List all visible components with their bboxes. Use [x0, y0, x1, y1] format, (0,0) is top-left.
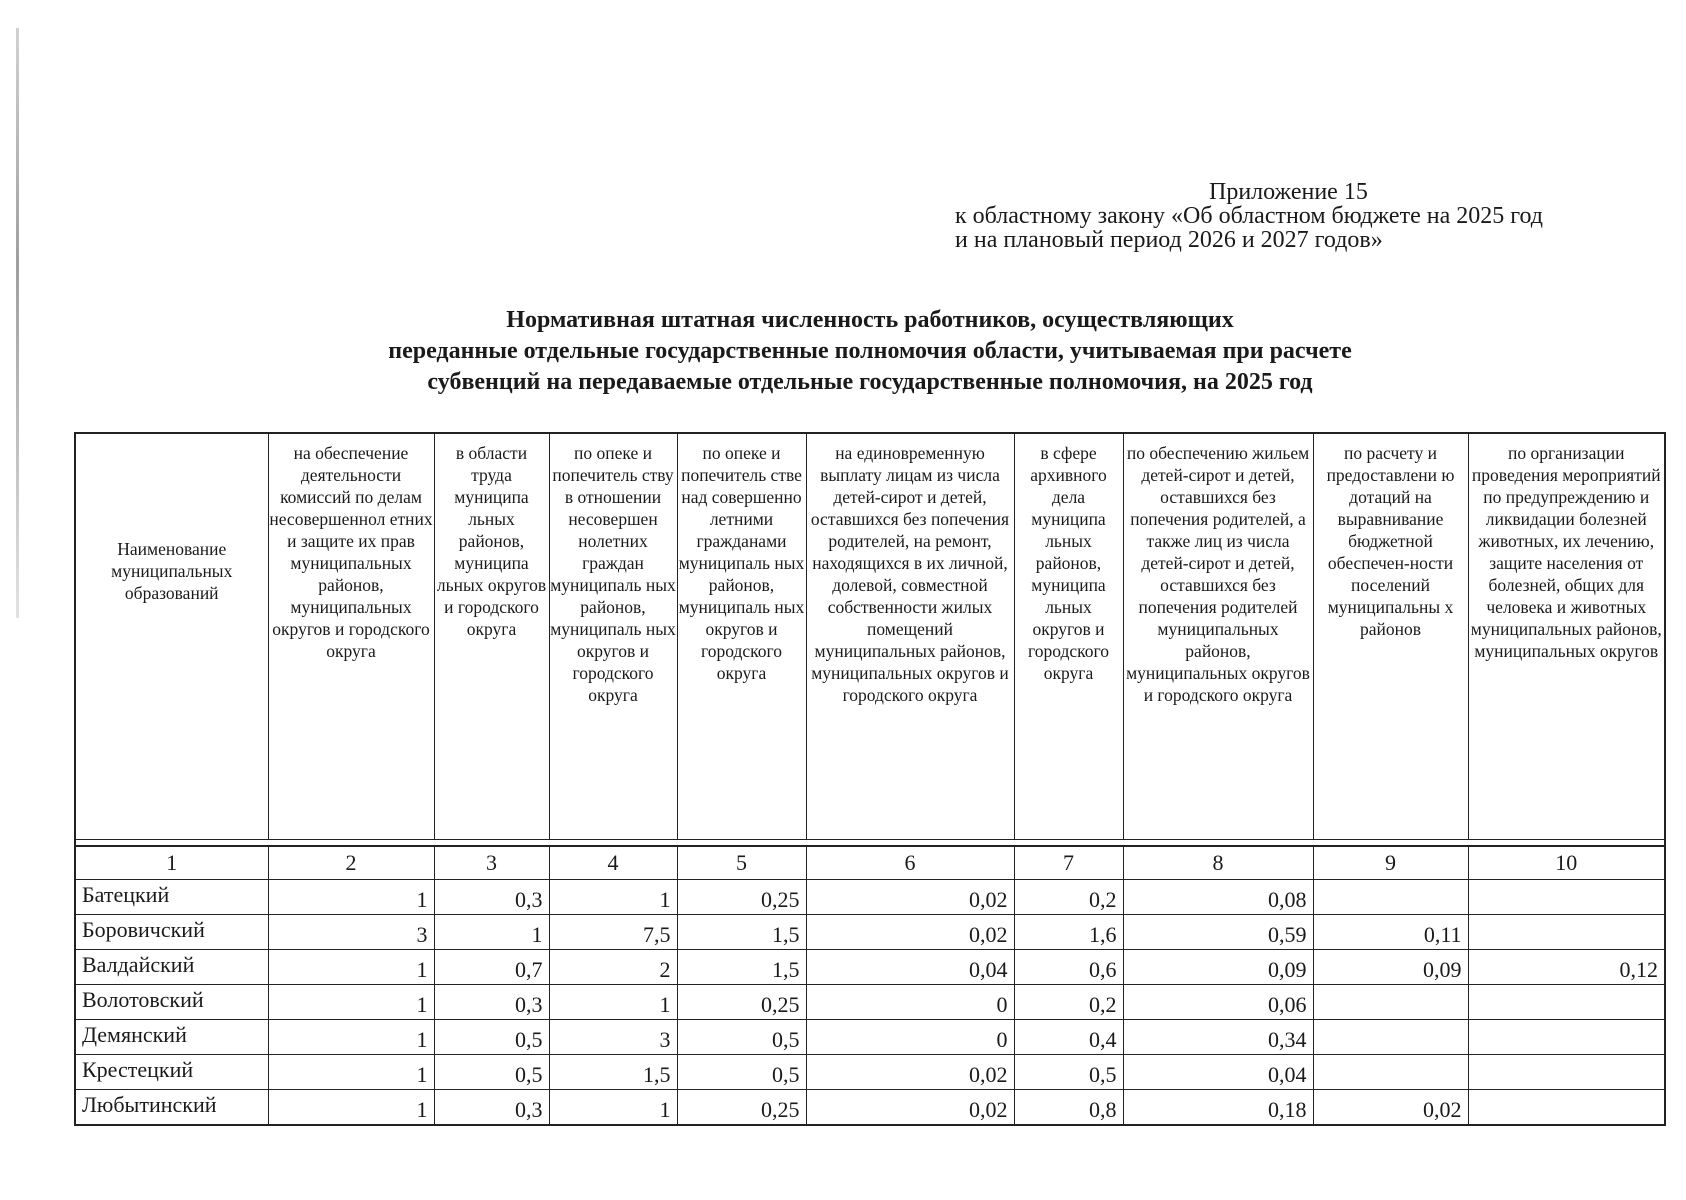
column-number: 8	[1123, 846, 1313, 880]
column-number: 1	[75, 846, 268, 880]
column-number: 4	[549, 846, 677, 880]
value-cell-col-6: 0,02	[806, 1089, 1014, 1125]
value-cell-col-4: 1	[549, 984, 677, 1019]
column-number: 5	[677, 846, 806, 880]
municipality-name: Демянский	[75, 1019, 268, 1054]
title-line-3: субвенций на передаваемые отдельные государственные полномочия, на 2025 год	[427, 369, 1313, 395]
value-cell-col-5: 0,5	[677, 1054, 806, 1089]
value-cell-col-7: 0,6	[1014, 949, 1123, 984]
column-number: 3	[434, 846, 549, 880]
header-col-5: по опеке и попечитель стве над совершенно летними гражданами муниципаль ных районов, муниципаль ных округов и городского округа	[677, 433, 806, 839]
value-cell-col-4: 1,5	[549, 1054, 677, 1089]
table-row	[75, 879, 1665, 914]
table-row	[75, 949, 1665, 984]
column-number: 6	[806, 846, 1014, 880]
value-cell-col-10	[1468, 984, 1665, 1019]
value-cell-col-2: 1	[268, 879, 434, 914]
municipality-name: Любытинский	[75, 1089, 268, 1125]
header-municipality: Наименование муниципальных образований	[75, 433, 268, 839]
column-number: 10	[1468, 846, 1665, 880]
value-cell-col-8: 0,59	[1123, 914, 1313, 949]
value-cell-col-10	[1468, 1054, 1665, 1089]
value-cell-col-3: 0,5	[434, 1054, 549, 1089]
value-cell-col-6: 0,02	[806, 914, 1014, 949]
value-cell-col-5: 1,5	[677, 949, 806, 984]
value-cell-col-3: 0,7	[434, 949, 549, 984]
value-cell-col-9	[1313, 1054, 1468, 1089]
column-number: 7	[1014, 846, 1123, 880]
appendix-reference	[955, 180, 1543, 252]
value-cell-col-8: 0,18	[1123, 1089, 1313, 1125]
value-cell-col-9: 0,09	[1313, 949, 1468, 984]
value-cell-col-7: 0,5	[1014, 1054, 1123, 1089]
value-cell-col-7: 0,2	[1014, 879, 1123, 914]
municipality-name: Боровичский	[75, 914, 268, 949]
value-cell-col-10	[1468, 1089, 1665, 1125]
value-cell-col-9: 0,11	[1313, 914, 1468, 949]
value-cell-col-5: 0,25	[677, 984, 806, 1019]
value-cell-col-8: 0,08	[1123, 879, 1313, 914]
municipality-name: Валдайский	[75, 949, 268, 984]
municipality-name: Волотовский	[75, 984, 268, 1019]
table-row	[75, 1054, 1665, 1089]
value-cell-col-8: 0,34	[1123, 1019, 1313, 1054]
value-cell-col-9	[1313, 879, 1468, 914]
value-cell-col-5: 0,25	[677, 1089, 806, 1125]
appendix-number: Приложение 15	[1209, 179, 1368, 205]
scan-edge-mark	[16, 28, 19, 618]
municipality-name: Батецкий	[75, 879, 268, 914]
value-cell-col-4: 2	[549, 949, 677, 984]
table-row	[75, 1089, 1665, 1125]
header-col-9: по расчету и предоставлени ю дотаций на выравнивание бюджетной обеспечен-ности поселений муниципальны х районов	[1313, 433, 1468, 839]
document-title	[100, 305, 1640, 398]
title-line-2: переданные отдельные государственные полномочия области, учитываемая при расчете	[388, 338, 1352, 364]
header-col-4: по опеке и попечитель ству в отношении несовершен нолетних граждан муниципаль ных районов, муниципаль ных округов и городского округа	[549, 433, 677, 839]
value-cell-col-6: 0,02	[806, 879, 1014, 914]
header-col-6: на единовременную выплату лицам из числа детей-сирот и детей, оставшихся без попечения родителей, на ремонт, находящихся в их личной, долевой, совместной собственности жилых помещений муниципальных районов, муниципальных округов и городского округа	[806, 433, 1014, 839]
value-cell-col-3: 0,3	[434, 984, 549, 1019]
value-cell-col-10: 0,12	[1468, 949, 1665, 984]
value-cell-col-3: 1	[434, 914, 549, 949]
header-col-8: по обеспечению жильем детей-сирот и детей, оставшихся без попечения родителей, а также лиц из числа детей-сирот и детей, оставшихся без попечения родителей муниципальных районов, муниципальных округов и городского округа	[1123, 433, 1313, 839]
header-col-7: в сфере архивного дела муниципа льных районов, муниципа льных округов и городского округа	[1014, 433, 1123, 839]
value-cell-col-7: 1,6	[1014, 914, 1123, 949]
value-cell-col-6: 0,02	[806, 1054, 1014, 1089]
column-number: 9	[1313, 846, 1468, 880]
value-cell-col-6: 0,04	[806, 949, 1014, 984]
value-cell-col-3: 0,5	[434, 1019, 549, 1054]
value-cell-col-7: 0,4	[1014, 1019, 1123, 1054]
value-cell-col-5: 0,5	[677, 1019, 806, 1054]
value-cell-col-6: 0	[806, 984, 1014, 1019]
value-cell-col-10	[1468, 914, 1665, 949]
value-cell-col-10	[1468, 1019, 1665, 1054]
value-cell-col-2: 3	[268, 914, 434, 949]
table-row	[75, 1019, 1665, 1054]
value-cell-col-9	[1313, 1019, 1468, 1054]
column-number: 2	[268, 846, 434, 880]
value-cell-col-7: 0,2	[1014, 984, 1123, 1019]
value-cell-col-4: 3	[549, 1019, 677, 1054]
header-col-2: на обеспечение деятельности комиссий по делам несовершеннол етних и защите их прав муниципальных районов, муниципальных округов и городского округа	[268, 433, 434, 839]
header-row	[75, 433, 1665, 839]
value-cell-col-10	[1468, 879, 1665, 914]
value-cell-col-4: 1	[549, 879, 677, 914]
value-cell-col-2: 1	[268, 949, 434, 984]
value-cell-col-4: 7,5	[549, 914, 677, 949]
value-cell-col-2: 1	[268, 1089, 434, 1125]
header-col-3: в области труда муниципа льных районов, муниципа льных округов и городского округа	[434, 433, 549, 839]
value-cell-col-3: 0,3	[434, 879, 549, 914]
value-cell-col-2: 1	[268, 984, 434, 1019]
column-number-row	[75, 846, 1665, 880]
value-cell-col-8: 0,04	[1123, 1054, 1313, 1089]
value-cell-col-9: 0,02	[1313, 1089, 1468, 1125]
staffing-table	[74, 432, 1666, 1126]
table-row	[75, 984, 1665, 1019]
value-cell-col-8: 0,09	[1123, 949, 1313, 984]
header-col-10: по организации проведения мероприятий по предупреждению и ликвидации болезней животных, их лечению, защите населения от болезней, общих для человека и животных муниципальных районов, муниципальных округов	[1468, 433, 1665, 839]
value-cell-col-5: 1,5	[677, 914, 806, 949]
value-cell-col-2: 1	[268, 1054, 434, 1089]
value-cell-col-9	[1313, 984, 1468, 1019]
table-body	[75, 839, 1665, 1125]
appendix-period-line: и на плановый период 2026 и 2027 годов»	[955, 227, 1383, 253]
value-cell-col-6: 0	[806, 1019, 1014, 1054]
appendix-law-line: к областному закону «Об областном бюджете на 2025 год	[955, 203, 1543, 229]
value-cell-col-2: 1	[268, 1019, 434, 1054]
title-line-1: Нормативная штатная численность работников, осуществляющих	[506, 307, 1234, 333]
value-cell-col-3: 0,3	[434, 1089, 549, 1125]
value-cell-col-8: 0,06	[1123, 984, 1313, 1019]
value-cell-col-5: 0,25	[677, 879, 806, 914]
value-cell-col-7: 0,8	[1014, 1089, 1123, 1125]
municipality-name: Крестецкий	[75, 1054, 268, 1089]
table-row	[75, 914, 1665, 949]
value-cell-col-4: 1	[549, 1089, 677, 1125]
